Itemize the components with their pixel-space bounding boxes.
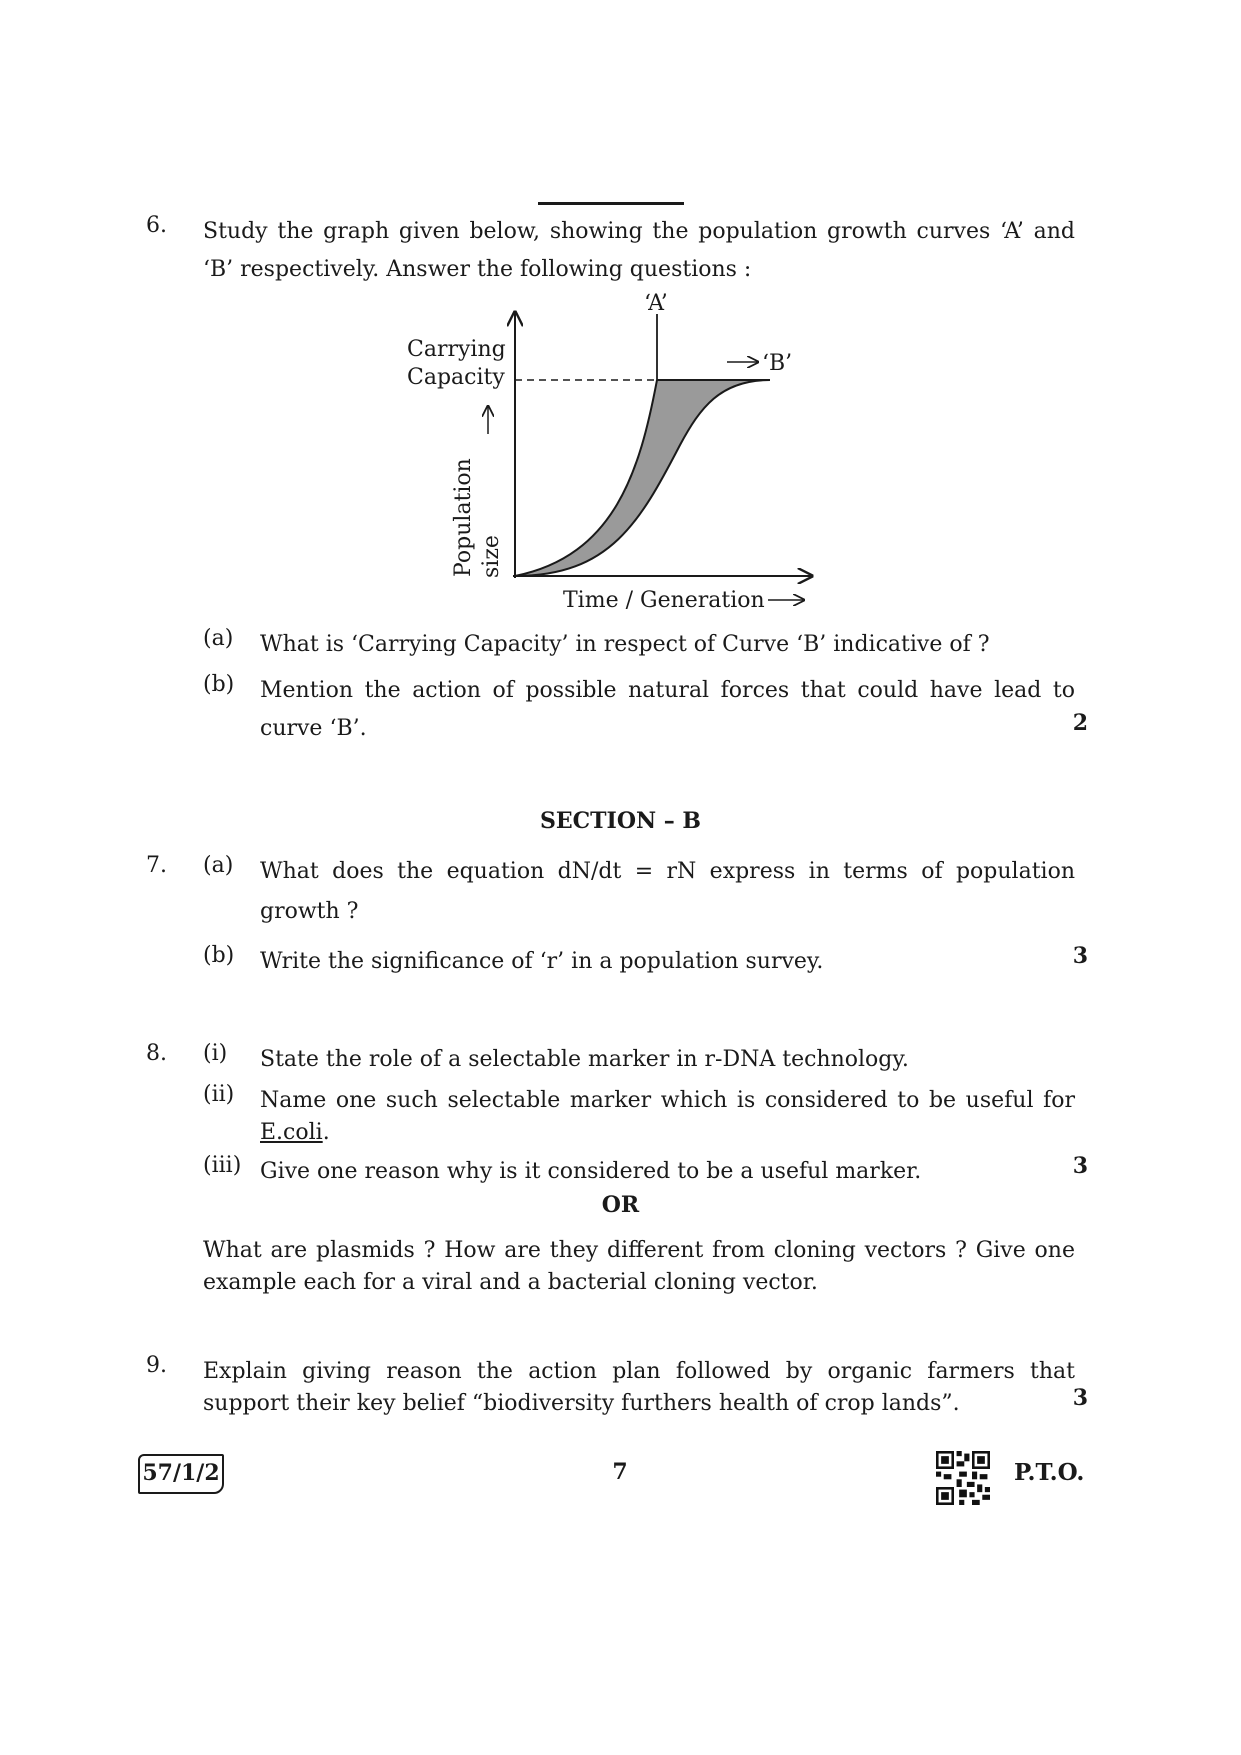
- q8-marks: 3: [1072, 1153, 1088, 1179]
- q7a-label: (a): [203, 853, 234, 878]
- cc-label-line2: Capacity: [407, 365, 505, 390]
- q6-number: 6.: [146, 213, 167, 238]
- q9-marks: 3: [1072, 1385, 1088, 1411]
- q6-text-line2: ‘B’ respectively. Answer the following questions :: [203, 257, 752, 282]
- q6-marks: 2: [1072, 710, 1088, 736]
- q7a-text-line1: What does the equation dN/dt = rN express in terms of population: [260, 859, 1075, 884]
- x-axis-label: Time / Generation: [563, 588, 765, 613]
- q6b-text-line2: curve ‘B’.: [260, 716, 367, 741]
- q8ii-period: .: [322, 1120, 330, 1145]
- q8ii-text-line2: [260, 1114, 460, 1152]
- y-axis-label-line2: size: [479, 535, 504, 578]
- q8-number: 8.: [146, 1041, 167, 1066]
- y-axis-label-line1: Population: [451, 458, 476, 577]
- paper-code-badge: 57/1/2: [138, 1454, 224, 1494]
- q6b-text-line1: Mention the action of possible natural forces that could have lead to: [260, 678, 1075, 703]
- label-b: ‘B’: [762, 351, 793, 376]
- page-number: 7: [612, 1459, 628, 1485]
- q8i-label: (i): [203, 1041, 228, 1066]
- population-growth-graph: [380, 290, 840, 620]
- q6-text-line1: Study the graph given below, showing the population growth curves ‘A’ and: [203, 219, 1075, 244]
- section-b-heading: SECTION – B: [539, 808, 701, 834]
- q9-text-line1: Explain giving reason the action plan followed by organic farmers that: [203, 1359, 1075, 1384]
- label-a: ‘A’: [644, 291, 668, 316]
- q8iii-text: Give one reason why is it considered to be a useful marker.: [260, 1159, 922, 1184]
- q7-marks: 3: [1072, 943, 1088, 969]
- top-divider: [538, 202, 684, 205]
- qr-code-icon: [936, 1451, 990, 1505]
- q8ii-label: (ii): [203, 1082, 235, 1107]
- pto-label: P.T.O.: [1014, 1459, 1085, 1486]
- ecoli-term: E.coli: [260, 1120, 323, 1145]
- q8iii-label: (iii): [203, 1153, 242, 1178]
- q7-number: 7.: [146, 853, 167, 878]
- q7a-text-line2: growth ?: [260, 899, 359, 924]
- q6a-text: What is ‘Carrying Capacity’ in respect of Curve ‘B’ indicative of ?: [260, 632, 990, 657]
- q8ii-text-line1: Name one such selectable marker which is considered to be useful for: [260, 1088, 1075, 1113]
- shaded-region: [515, 380, 770, 576]
- or-label: OR: [601, 1192, 640, 1218]
- q9-text-line2: support their key belief “biodiversity furthers health of crop lands”.: [203, 1391, 960, 1416]
- q8-alt-line2: example each for a viral and a bacterial cloning vector.: [203, 1270, 818, 1295]
- q9-number: 9.: [146, 1353, 167, 1378]
- cc-label-line1: Carrying: [407, 337, 506, 362]
- q6a-label: (a): [203, 626, 234, 651]
- q8i-text: State the role of a selectable marker in r-DNA technology.: [260, 1047, 909, 1072]
- q6b-label: (b): [203, 672, 235, 697]
- q8-alt-line1: What are plasmids ? How are they different from cloning vectors ? Give one: [203, 1238, 1075, 1263]
- q7b-label: (b): [203, 943, 235, 968]
- q7b-text: Write the significance of ‘r’ in a population survey.: [260, 949, 824, 974]
